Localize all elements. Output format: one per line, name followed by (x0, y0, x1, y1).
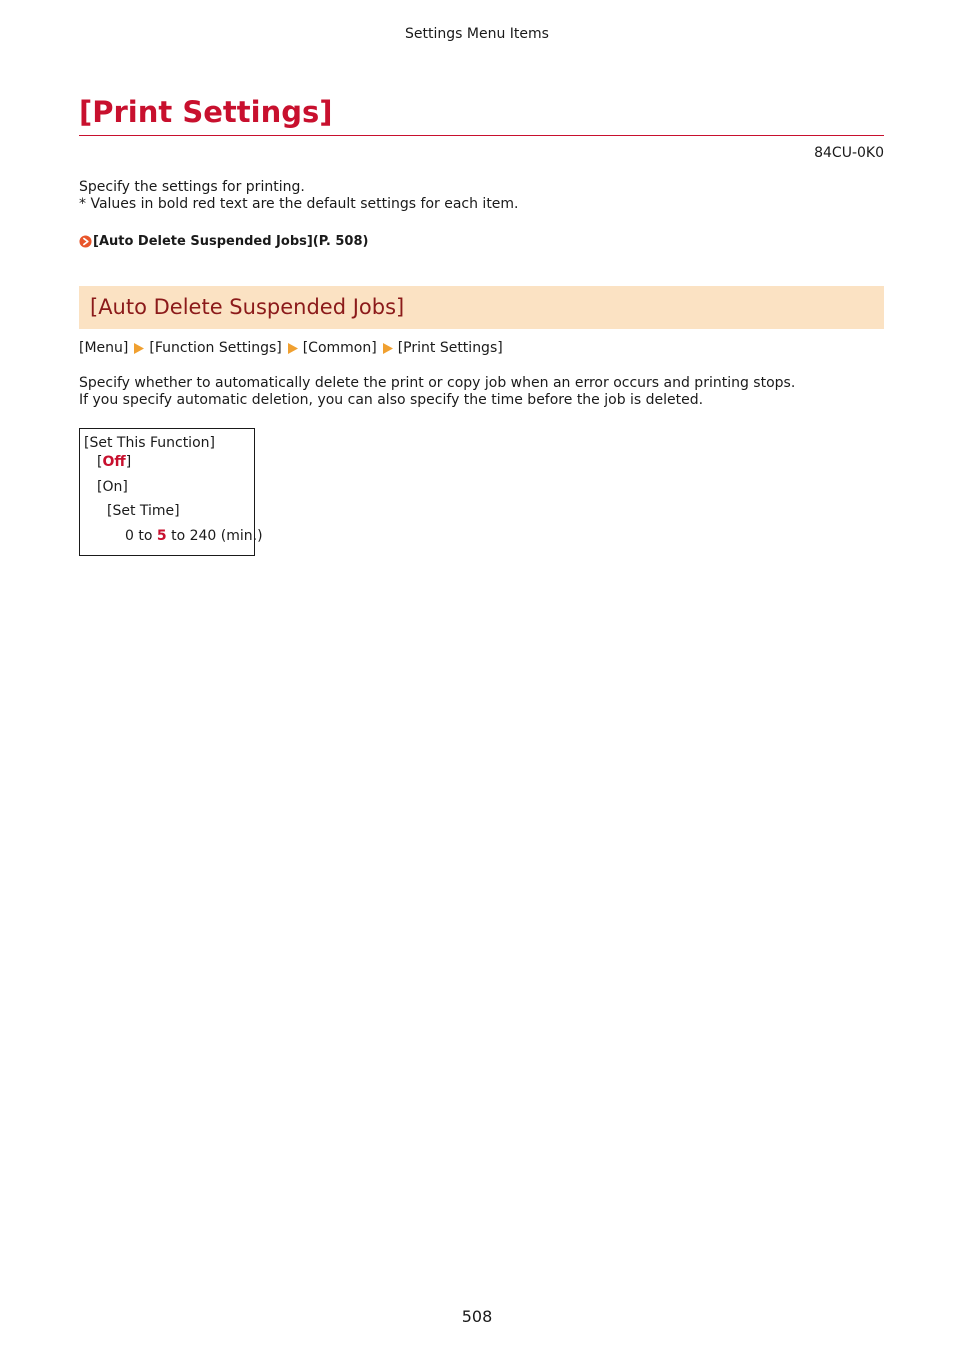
set-time-label: [Set Time] (107, 503, 180, 519)
set-function-label: [Set This Function] (84, 435, 215, 451)
breadcrumb-item-function-settings: [Function Settings] (149, 340, 282, 356)
xref-label[interactable]: [Auto Delete Suspended Jobs](P. 508) (93, 234, 369, 249)
intro-line-1: Specify the settings for printing. (79, 179, 305, 195)
intro-line-2: * Values in bold red text are the default settings for each item. (79, 196, 519, 212)
range-prefix: 0 to (125, 528, 157, 544)
description-line-2: If you specify automatic deletion, you can also specify the time before the job is deleted. (79, 392, 704, 408)
option-on: [On] (97, 479, 128, 495)
bracket-close: ] (125, 454, 132, 470)
running-header: Settings Menu Items (405, 26, 549, 42)
circle-arrow-icon (79, 235, 92, 248)
option-off (97, 454, 131, 470)
section-description (79, 375, 795, 409)
bracket-open: [ (97, 454, 103, 470)
intro-text (79, 179, 519, 213)
breadcrumb (79, 340, 503, 356)
default-value-off: Off (102, 454, 126, 470)
breadcrumb-item-print-settings: [Print Settings] (397, 340, 503, 356)
breadcrumb-item-common: [Common] (302, 340, 377, 356)
title-divider (79, 135, 884, 136)
settings-box (79, 428, 263, 556)
triangle-right-icon (134, 343, 144, 354)
document-id: 84CU-0K0 (814, 145, 884, 161)
xref-link[interactable] (79, 234, 368, 249)
breadcrumb-item-menu: [Menu] (79, 340, 129, 356)
triangle-right-icon (383, 343, 393, 354)
page-title: [Print Settings] (79, 95, 333, 129)
range-default-value: 5 (156, 528, 167, 544)
description-line-1: Specify whether to automatically delete the print or copy job when an error occurs and printing stops. (79, 375, 796, 391)
section-title: [Auto Delete Suspended Jobs] (90, 295, 405, 319)
page-number: 508 (461, 1307, 493, 1326)
time-range (125, 528, 263, 544)
triangle-right-icon (288, 343, 298, 354)
section-header (79, 286, 884, 329)
range-suffix: to 240 (min.) (166, 528, 263, 544)
